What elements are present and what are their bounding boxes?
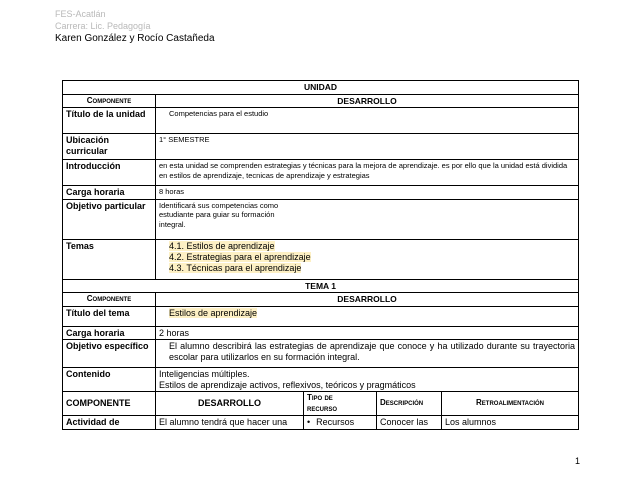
row-label-carga-tema: Carga horaria (63, 326, 156, 340)
row-label-titulo-tema: Título del tema (63, 306, 156, 326)
planning-table (62, 80, 579, 430)
row-label-contenido: Contenido (63, 368, 156, 392)
tema1-col-desarrollo: DESARROLLO (156, 293, 579, 307)
header-career: Carrera: Lic. Pedagogía (55, 21, 151, 31)
list-item (169, 252, 575, 263)
contenido-line-2: Estilos de aprendizaje activos, reflexivos, teóricos y pragmáticos (159, 379, 416, 390)
activity-col-retro: Retroalimentación (442, 392, 579, 416)
activity-descripcion: Conocer las (377, 416, 442, 430)
row-label-objetivo-especifico: Objetivo específico (63, 340, 156, 368)
tipo-line-1: Tipo de (307, 393, 333, 402)
list-item (169, 263, 575, 274)
list-item (169, 241, 575, 252)
objetivo-particular-text: Identificará sus competencias como estudiante para guiar su formación integral. (159, 200, 279, 229)
activity-label: Actividad de (63, 416, 156, 430)
unidad-title-row (63, 81, 579, 95)
row-value-titulo-unidad: Competencias para el estudio (156, 108, 579, 134)
table-row (63, 326, 579, 340)
row-label-objetivo-particular: Objetivo particular (63, 199, 156, 239)
row-value-ubicacion: 1° SEMESTRE (156, 134, 579, 160)
table-row (63, 306, 579, 326)
bullet-icon: • (307, 417, 311, 427)
row-label-introduccion: Introducción (63, 160, 156, 186)
table-row (63, 108, 579, 134)
table-row (63, 368, 579, 392)
page-number: 1 (574, 456, 580, 466)
tema1-column-header-row (63, 293, 579, 307)
activity-col-componente: COMPONENTE (63, 392, 156, 416)
temas-list (156, 239, 579, 279)
tema1-title-row (63, 279, 579, 293)
table-row (63, 239, 579, 279)
activity-col-tipo (304, 392, 377, 416)
row-value-introduccion: en esta unidad se comprenden estrategias y técnicas para la mejora de aprendizaje. es por ello que la unidad está dividida en estilos de aprendizaje, tecnicas de aprendizaje y estrategias (156, 160, 579, 186)
row-value-carga-tema: 2 horas (156, 326, 579, 340)
row-label-carga-unidad: Carga horaria (63, 186, 156, 200)
table-row (63, 340, 579, 368)
unidad-title: UNIDAD (63, 81, 579, 95)
document-header (55, 8, 215, 45)
row-value-contenido (156, 368, 579, 392)
contenido-line-1: Inteligencias múltiples. (159, 369, 250, 379)
table-row (63, 186, 579, 200)
activity-desarrollo: El alumno tendrá que hacer una (156, 416, 304, 430)
table-row (63, 160, 579, 186)
titulo-tema-text: Estilos de aprendizaje (169, 307, 258, 318)
tipo-line-2: recurso (307, 403, 338, 413)
activity-tipo-text: Recursos (316, 417, 355, 427)
activity-col-desarrollo: DESARROLLO (156, 392, 304, 416)
unidad-column-header-row (63, 94, 579, 108)
unidad-col-desarrollo: DESARROLLO (156, 94, 579, 108)
tema-item-3: 4.3. Técnicas para el aprendizaje (169, 262, 302, 273)
header-authors: Karen González y Rocío Castañeda (55, 33, 215, 44)
table-row (63, 416, 579, 430)
tema1-col-componente: Componente (63, 293, 156, 307)
row-value-carga-unidad: 8 horas (156, 186, 579, 200)
row-label-temas: Temas (63, 239, 156, 279)
activity-col-descripcion: Descripción (377, 392, 442, 416)
tema-item-1: 4.1. Estilos de aprendizaje (169, 240, 275, 251)
activity-header-row (63, 392, 579, 416)
activity-tipo (304, 416, 377, 430)
row-label-titulo-unidad: Título de la unidad (63, 108, 156, 134)
unidad-col-componente: Componente (63, 94, 156, 108)
tema1-title: TEMA 1 (63, 279, 579, 293)
row-value-titulo-tema (156, 306, 579, 326)
row-value-objetivo-particular (156, 199, 579, 239)
table-row (63, 134, 579, 160)
row-label-ubicacion: Ubicación curricular (63, 134, 156, 160)
row-value-objetivo-especifico: El alumno describirá las estrategias de aprendizaje que conoce y ha utilizado durante su trayectoria escolar para utilizarlos en su formación integral. (156, 340, 579, 368)
activity-retro: Los alumnos (442, 416, 579, 430)
table-row (63, 199, 579, 239)
header-institution: FES-Acatlán (55, 9, 106, 19)
tema-item-2: 4.2. Estrategias para el aprendizaje (169, 251, 311, 262)
